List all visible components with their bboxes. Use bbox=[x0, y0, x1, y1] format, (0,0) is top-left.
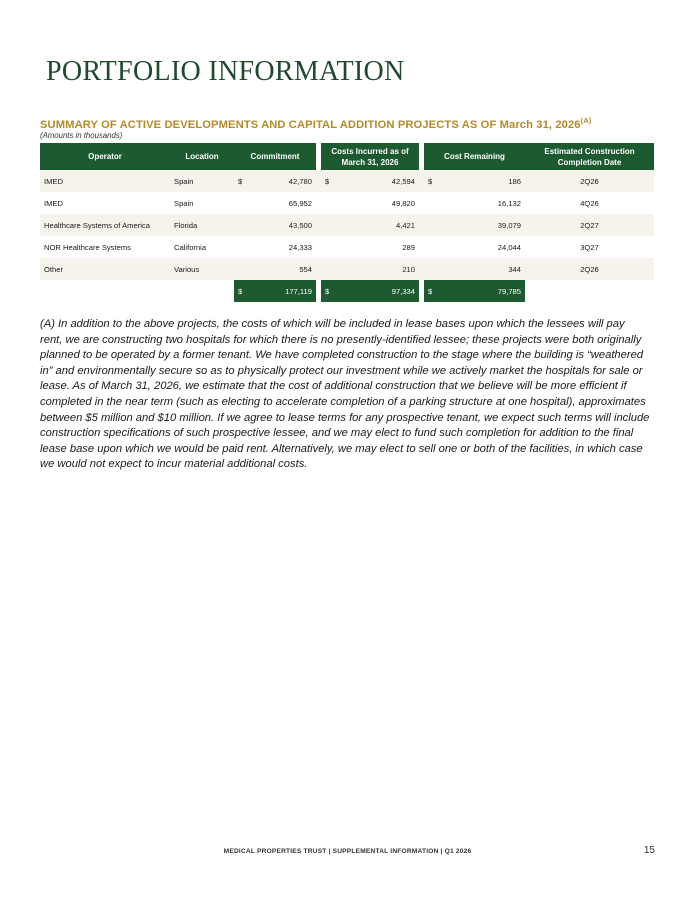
completion-cell: 3Q27 bbox=[580, 242, 599, 252]
costs-incurred-cell bbox=[321, 170, 419, 192]
developments-table bbox=[40, 143, 654, 302]
header-completion-date bbox=[525, 143, 654, 170]
table-row bbox=[40, 236, 654, 258]
section-title-text: SUMMARY OF ACTIVE DEVELOPMENTS AND CAPITAL ADDITION PROJECTS AS OF March 31, 2026 bbox=[40, 119, 581, 131]
table-row bbox=[40, 170, 654, 192]
cost-remaining-cell: 344 bbox=[424, 258, 525, 280]
table-row bbox=[40, 214, 654, 236]
currency-symbol: $ bbox=[428, 176, 433, 186]
total-cost-remaining-value: 79,785 bbox=[497, 286, 521, 296]
header-operator: Operator bbox=[40, 143, 170, 170]
commitment-cell bbox=[234, 170, 316, 192]
costs-incurred-cell: 210 bbox=[321, 258, 419, 280]
costs-incurred-value: 42,594 bbox=[391, 176, 415, 186]
commitment-value: 42,780 bbox=[288, 176, 312, 186]
completion-cell: 4Q26 bbox=[580, 198, 599, 208]
currency-symbol: $ bbox=[238, 176, 243, 186]
header-completion-line1: Estimated Construction bbox=[544, 146, 635, 156]
cost-remaining-value: 186 bbox=[508, 176, 521, 186]
operator-cell: NOR Healthcare Systems bbox=[44, 242, 131, 252]
amounts-note: (Amounts in thousands) bbox=[40, 131, 123, 140]
currency-symbol: $ bbox=[325, 176, 330, 186]
totals-row bbox=[40, 280, 654, 302]
total-cost-remaining-cell bbox=[424, 280, 525, 302]
page-number: 15 bbox=[643, 845, 655, 856]
header-costs-incurred-line2: March 31, 2026 bbox=[341, 157, 399, 167]
completion-cell: 2Q27 bbox=[525, 214, 654, 236]
location-cell: Various bbox=[170, 258, 234, 280]
location-cell: California bbox=[174, 242, 207, 252]
table-row bbox=[40, 258, 654, 280]
costs-incurred-cell: 49,820 bbox=[391, 198, 415, 208]
cost-remaining-cell: 24,044 bbox=[497, 242, 521, 252]
completion-cell: 2Q26 bbox=[525, 170, 654, 192]
commitment-cell: 43,500 bbox=[234, 214, 316, 236]
operator-cell: Healthcare Systems of America bbox=[40, 214, 170, 236]
page-title: PORTFOLIO INFORMATION bbox=[46, 56, 405, 87]
completion-cell: 2Q26 bbox=[525, 258, 654, 280]
commitment-cell: 24,333 bbox=[288, 242, 312, 252]
total-costs-incurred-value: 97,334 bbox=[391, 286, 415, 296]
currency-symbol: $ bbox=[325, 286, 330, 296]
section-title bbox=[40, 116, 591, 131]
total-costs-incurred-cell bbox=[321, 280, 419, 302]
location-cell: Florida bbox=[170, 214, 234, 236]
commitment-cell: 554 bbox=[234, 258, 316, 280]
header-commitment: Commitment bbox=[234, 143, 316, 170]
header-costs-incurred bbox=[321, 143, 419, 170]
costs-incurred-cell: 289 bbox=[402, 242, 415, 252]
footnote-a: (A) In addition to the above projects, the costs of which will be included in lease bases upon which the lessees will pay rent, we are constructing two hospitals for which there is no presently-identified lessee; these projects were both originally planned to be operated by a former tenant. We have completed construction to the stage where the building is “weathered in” and environmentally secure so as to physically protect our investment while we actively market the hospitals for sale or lease. As of March 31, 2026, we estimate that the cost of additional construction that we believe will be more efficient if completed in the near term (such as electing to accelerate completion of a parking structure at one hospital), approximates between $5 million and $10 million. If we agree to lease terms for any prospective tenant, we expect such terms will include construction specifications of such prospective lessee, and we may elect to fund such completion for addition to the final lease base upon which we would be paid rent. Alternatively, we may elect to sell one or both of the facilities, in which case we would not expect to incur material additional costs. bbox=[40, 318, 650, 471]
cost-remaining-cell: 39,079 bbox=[424, 214, 525, 236]
commitment-cell: 65,952 bbox=[288, 198, 312, 208]
currency-symbol: $ bbox=[238, 286, 243, 296]
header-location: Location bbox=[170, 143, 234, 170]
currency-symbol: $ bbox=[428, 286, 433, 296]
total-commitment-cell bbox=[234, 280, 316, 302]
table-row bbox=[40, 192, 654, 214]
total-commitment-value: 177,119 bbox=[285, 286, 312, 296]
section-title-footnote-ref: (A) bbox=[580, 116, 592, 125]
header-cost-remaining: Cost Remaining bbox=[424, 143, 525, 170]
costs-incurred-cell: 4,421 bbox=[321, 214, 419, 236]
page-footer: MEDICAL PROPERTIES TRUST | SUPPLEMENTAL INFORMATION | Q1 2026 bbox=[223, 848, 472, 855]
operator-cell: Other bbox=[40, 258, 170, 280]
location-cell: Spain bbox=[170, 170, 234, 192]
table-header-row bbox=[40, 143, 654, 170]
operator-cell: IMED bbox=[44, 198, 63, 208]
header-costs-incurred-line1: Costs Incurred as of bbox=[331, 146, 409, 156]
operator-cell: IMED bbox=[40, 170, 170, 192]
header-completion-line2: Completion Date bbox=[557, 157, 622, 167]
cost-remaining-cell bbox=[424, 170, 525, 192]
location-cell: Spain bbox=[174, 198, 194, 208]
cost-remaining-cell: 16,132 bbox=[497, 198, 521, 208]
